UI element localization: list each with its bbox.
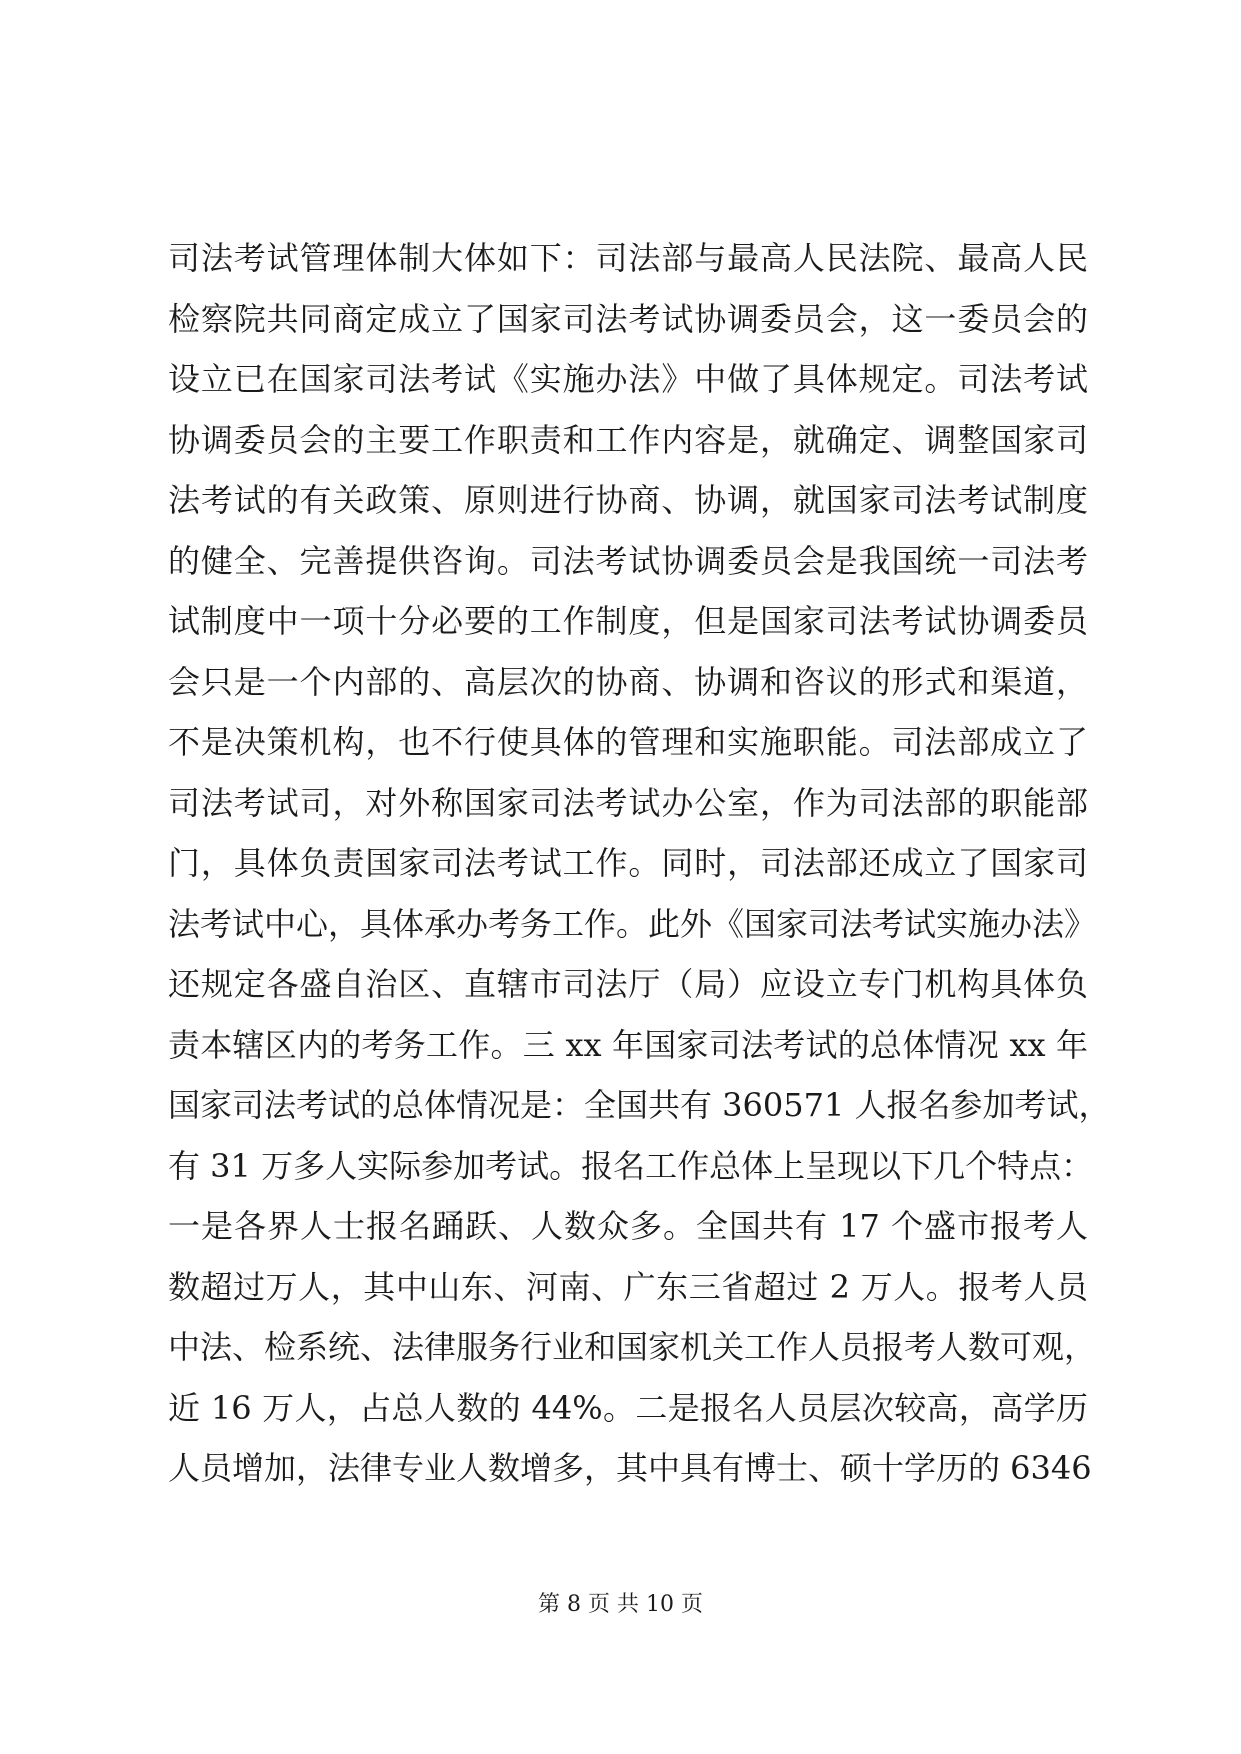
text-line: 协调委员会的主要工作职责和工作内容是，就确定、调整国家司 <box>168 420 1088 459</box>
text-line: 门，具体负责国家司法考试工作。同时，司法部还成立了国家司 <box>168 844 1088 882</box>
text-line: 检察院共同商定成立了国家司法考试协调委员会，这一委员会的 <box>168 299 1088 338</box>
text-line: 中法、检系统、法律服务行业和国家机关工作人员报考人数可观， <box>168 1328 1097 1366</box>
text-line: 国家司法考试的总体情况是：全国共有 360571 人报名参加考试， <box>168 1086 1111 1124</box>
page-number-label: 第 8 页 共 10 页 <box>538 1592 703 1617</box>
text-line: 设立已在国家司法考试《实施办法》中做了具体规定。司法考试 <box>168 360 1088 398</box>
text-line: 司法考试管理体制大体如下：司法部与最高人民法院、最高人民 <box>168 239 1088 277</box>
text-line: 近 16 万人，占总人数的 44%。二是报名人员层次较高，高学历 <box>168 1388 1088 1427</box>
text-line: 法考试中心，具体承办考务工作。此外《国家司法考试实施办法》 <box>168 904 1097 943</box>
text-line: 一是各界人士报名踊跃、人数众多。全国共有 17 个盛市报考人 <box>168 1207 1088 1245</box>
text-line: 还规定各盛自治区、直辖市司法厅（局）应设立专门机构具体负 <box>168 965 1088 1003</box>
text-line: 有 31 万多人实际参加考试。报名工作总体上呈现以下几个特点： <box>168 1146 1094 1185</box>
text-line: 法考试的有关政策、原则进行协商、协调，就国家司法考试制度 <box>168 481 1088 519</box>
text-line: 不是决策机构，也不行使具体的管理和实施职能。司法部成立了 <box>168 723 1088 761</box>
text-line: 责本辖区内的考务工作。三 xx 年国家司法考试的总体情况 xx 年 <box>168 1025 1088 1064</box>
page-footer <box>0 1590 1241 1620</box>
text-line: 试制度中一项十分必要的工作制度，但是国家司法考试协调委员 <box>168 602 1088 640</box>
text-line: 人员增加，法律专业人数增多，其中具有博士、硕十学历的 6346 <box>168 1449 1092 1487</box>
text-line: 司法考试司，对外称国家司法考试办公室，作为司法部的职能部 <box>168 783 1088 822</box>
text-line: 的健全、完善提供咨询。司法考试协调委员会是我国统一司法考 <box>168 541 1088 580</box>
text-line: 数超过万人，其中山东、河南、广东三省超过 2 万人。报考人员 <box>168 1267 1088 1306</box>
text-line: 会只是一个内部的、高层次的协商、协调和咨议的形式和渠道， <box>168 662 1088 701</box>
body-text <box>168 228 1111 1499</box>
